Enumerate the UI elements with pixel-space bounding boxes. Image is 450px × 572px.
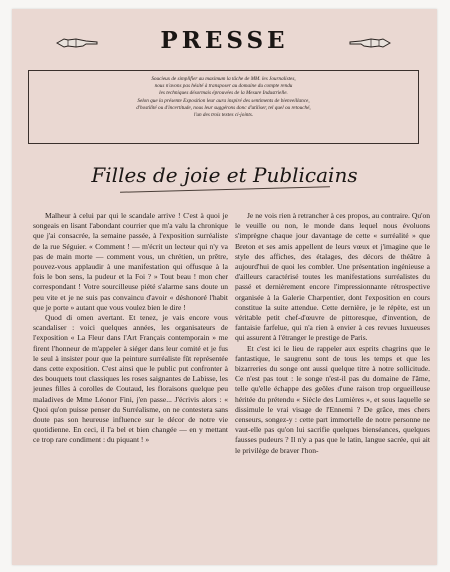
article-title: Filles de joie et Publicains: [91, 163, 358, 187]
document-page: [12, 9, 437, 565]
paragraph: Je ne vois rien à retrancher à ces propos, au contraire. Qu'on le veuille ou non, le monde dans lequel nous évoluons s'imprègne chaque jour davantage de cette « surréalité » que Breton et ses amis appellent de leurs vœux et j'imagine que le style des affiches, des étalages, des décors de théâtre à aujourd'hui de quoi les combler. Une présentation ingénieuse a d'ailleurs caractérisé toutes les manifestations surréalistes du passé et dernièrement encore l'impressionnante rétrospective organisée à la Galerie Charpentier, dont l'exposition en cours constitue la suite attendue. Cette dernière, je le répète, est un véritable petit chef-d'œuvre de pittoresque, d'invention, de fantaisie farfelue, qui n'a rien à envier à ces revues luxueuses qui assurent à l'étranger le prestige de Paris.: [235, 211, 430, 343]
article-column-right: [235, 211, 430, 456]
paragraph: Quod di omen avertant. Et tenez, je vais encore vous scandaliser : voici quelques années, les organisateurs de l'exposition « La Fleur dans l'Art Français contemporain » me firent l'honneur de m'appeler à siéger dans leur comité et je fus le seul à insister pour que la peinture surréaliste fût représentée dans cette exposition. C'est ainsi que le public put confronter à des bouquets tout classiques les roses saignantes de Labisse, les jeunes filles à corolles de Coutaud, les floraisons quelque peu maladives de Mme Léonor Fini, j'en passe... J'écrivis alors : « Quoi qu'on puisse penser du Surréalisme, on ne contestera sans doute pas son heureuse influence sur le décor de notre vie quotidienne. En ceci, il l'a bel et bien changée — en y mettant ce trop rare condiment : du piquant ! »: [33, 313, 228, 445]
title-underline: [120, 186, 330, 192]
masthead: [12, 27, 437, 57]
intro-box: [28, 70, 419, 144]
paragraph: Malheur à celui par qui le scandale arrive ! C'est à quoi je songeais en lisant l'abondant courrier que m'a valu la chronique que j'ai consacrée, la semaine passée, à l'exposition surréaliste de la rue Séguier. « Comment ! — m'écrit un lecteur qui n'y va pas de main morte — comment vous, un chrétien, un prêtre, pouvez-vous applaudir à une manifestation qui offusque à la fois le bon sens, la pudeur et la Foi ? » Tout beau ! mon cher correspondant ! Votre sourcilleuse piété s'alarme sans doute un peu vite et je ne suis pas convaincu d'avoir « déshonoré l'habit que je porte » autant que vous voulez bien le dire !: [33, 211, 228, 312]
intro-text: Soucieux de simplifier au maximum la tâche de MM. les Journalistes, nous n'avons pas hésité à transposer au domaine du compte rendu les techniques désormais éprouvées de la Mesure Industrielle. Selon que la présente Exposition leur aura inspiré des sentiments de bienveillance, d'hostilité ou d'incertitude, nous leur suggérons donc d'utiliser, tel quel ou retouché, l'un des trois textes ci-joints.: [136, 76, 311, 119]
pointing-hand-icon: [349, 36, 391, 50]
masthead-title: PRESSE: [160, 27, 289, 54]
article-column-left: [33, 211, 228, 446]
paragraph: Et c'est ici le lieu de rappeler aux esprits chagrins que le fantastique, le saugrenu sont de tous les temps et que les bizarreries du songe ont aussi quelque titre à notre sollicitude. Ce n'est pas tout : le songe n'est-il pas du domaine de l'âme, telle qu'elle échappe des geôles d'une raison trop orgueilleuse héritée du prétendu « Siècle des Lumières », et sous laquelle se dissimule le vrai visage de l'Ennemi ? De grâce, mes chers censeurs, songez-y : cette part immortelle de notre personne ne vaut-elle pas qu'on lui sacrifie quelques bienséances, quelques fausses pudeurs ? Il n'y a pas que le latin, langue sacrée, qui ait le privilège de braver l'hon-: [235, 343, 430, 455]
